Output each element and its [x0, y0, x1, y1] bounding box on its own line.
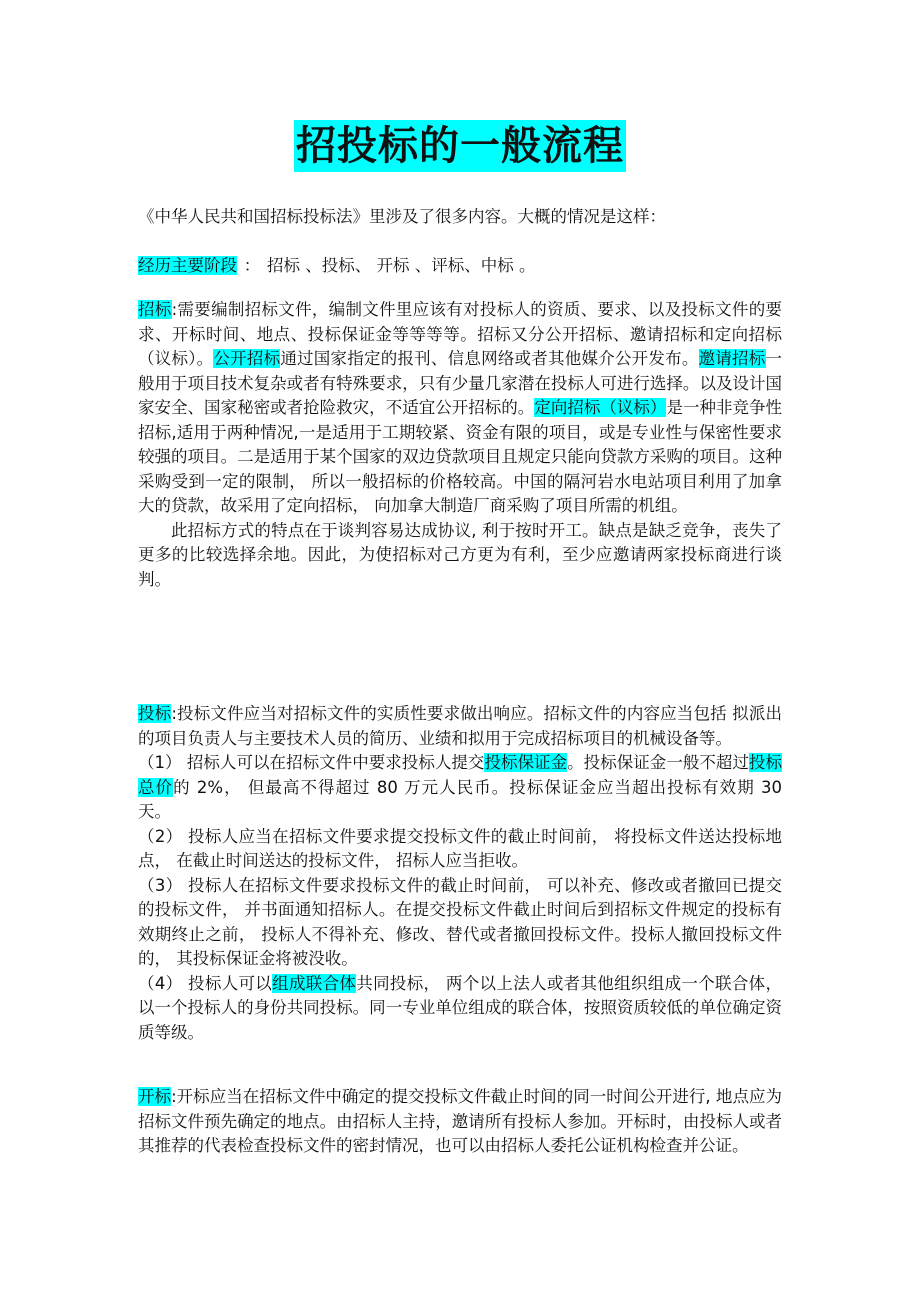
term-invited-tender: 邀请招标 — [698, 349, 766, 368]
toubiao-item-2: （2） 投标人应当在招标文件要求提交投标文件的截止时间前， 将投标文件送达投标地点， 在截止时间送达的投标文件， 招标人应当拒收。 — [138, 826, 782, 870]
toubiao-item-1-b: 。投标保证金一般不超过 — [567, 753, 749, 772]
toubiao-paragraph — [138, 702, 782, 751]
toubiao-text-1: :投标文件应当对招标文件的实质性要求做出响应。招标文件的内容应当包括 拟派出的项目负责人与主要技术人员的简历、业绩和拟用于完成招标项目的机械设备等。 — [138, 704, 783, 748]
stages-label: 经历主要阶段 — [138, 256, 237, 275]
toubiao-item-4-a: （4） 投标人可以 — [138, 973, 273, 993]
toubiao-item-1-a: （1） 招标人可以在招标文件中要求投标人提交 — [138, 753, 485, 772]
toubiao-item-4 — [138, 972, 782, 1046]
section-zhaobiao — [138, 298, 782, 592]
page-title — [0, 120, 920, 172]
term-toubiao: 投标 — [138, 704, 172, 723]
term-total-bid-price: 投标总价 — [138, 753, 783, 797]
term-kaibiao: 开标 — [138, 1087, 172, 1106]
term-bid-bond: 投标保证金 — [484, 753, 568, 772]
zhaobiao-text-4: 是一种非竞争性招标,适用于两种情况,一是适用于工期较紧、资金有限的项目，或是专业性与保密性要求较强的项目。二是适用于某个国家的双边贷款项目且规定只能向贷款方采购的项目。这种采购受到一定的限制， 所以一般招标的价格较高。中国的隔河岩水电站项目利用了加拿大的贷款，故采用了定向招标， 向加拿大制造厂商采购了项目所需的机组。 — [138, 398, 783, 515]
stages-colon: ： — [243, 256, 261, 275]
stages-list: 招标 、投标、 开标 、评标、中标 。 — [267, 256, 536, 275]
section-toubiao — [138, 702, 782, 1045]
term-consortium: 组成联合体 — [272, 973, 357, 993]
stages-line — [138, 254, 782, 279]
toubiao-item-4-b: 共同投标， 两个以上法人或者其他组织组成一个联合体， 以一个投标人的身份共同投标。同一专业单位组成的联合体，按照资质较低的单位确定资质等级。 — [138, 973, 783, 1042]
zhaobiao-text-3: 一般用于项目技术复杂或者有特殊要求，只有少量几家潜在投标人可进行选择。以及设计国家安全、国家秘密或者抢险救灾，不适宜公开招标的。 — [138, 349, 783, 417]
title-text: 招投标的一般流程 — [294, 120, 626, 172]
kaibiao-text-1: :开标应当在招标文件中确定的提交投标文件截止时间的同一时间公开进行, 地点应为招标文件预先确定的地点。由招标人主持，邀请所有投标人参加。开标时，由投标人或者其推荐的代表检查投标文件的密封情况，也可以由招标人委托公证机构检查并公证。 — [138, 1087, 783, 1155]
toubiao-item-3: （3） 投标人在招标文件要求投标文件的截止时间前， 可以补充、修改或者撤回已提交的投标文件， 并书面通知招标人。在提交投标文件截止时间后到招标文件规定的投标有效期终止之前， 投标人不得补充、修改、替代或者撤回投标文件。投标人撤回投标文件的， 其投标保证金将被没收。 — [138, 875, 782, 968]
zhaobiao-text-2: 通过国家指定的报刊、信息网络或者其他媒介公开发布。 — [280, 349, 699, 368]
intro-paragraph: 《中华人民共和国招标投标法》里涉及了很多内容。大概的情况是这样： — [138, 207, 666, 226]
term-open-tender: 公开招标 — [213, 349, 281, 368]
zhaobiao-text-1: :需要编制招标文件，编制文件里应该有对投标人的资质、要求、以及投标文件的要求、开标时间、地点、投标保证金等等等等。招标又分公开招标、邀请招标和定向招标（议标）。 — [138, 300, 783, 368]
kaibiao-paragraph — [138, 1085, 782, 1159]
term-directed-tender: 定向招标（议标） — [534, 398, 667, 417]
term-zhaobiao: 招标 — [138, 300, 172, 319]
zhaobiao-paragraph — [138, 298, 782, 519]
toubiao-item-1 — [138, 751, 782, 825]
toubiao-item-1-c: 的 2%， 但最高不得超过 80 万元人民币。投标保证金应当超出投标有效期 30 天。 — [138, 777, 782, 821]
zhaobiao-paragraph-2: 此招标方式的特点在于谈判容易达成协议, 利于按时开工。缺点是缺乏竞争，丧失了更多的比较选择余地。因此，为使招标对己方更为有利，至少应邀请两家投标商进行谈判。 — [138, 520, 782, 589]
section-kaibiao — [138, 1085, 782, 1159]
